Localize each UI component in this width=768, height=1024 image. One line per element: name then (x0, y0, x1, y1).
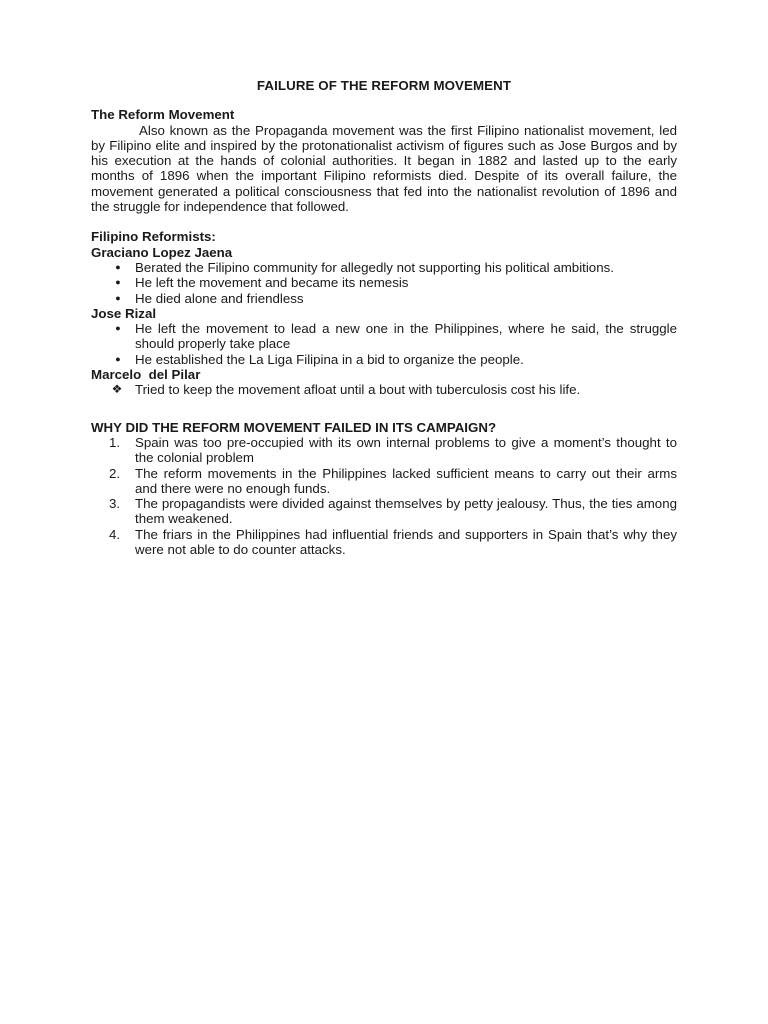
page-title: FAILURE OF THE REFORM MOVEMENT (256, 78, 512, 93)
reformist-name-jaena: Graciano Lopez Jaena (91, 244, 233, 260)
list-number: 4. (109, 526, 121, 542)
reasons-list (91, 435, 677, 557)
jaena-points-list (91, 260, 677, 306)
list-item-text: Spain was too pre-occupied with its own internal problems to give a moment’s thought to the colonial problem (135, 434, 677, 466)
bullet-icon: ● (115, 277, 121, 288)
list-item (91, 321, 677, 352)
list-number: 3. (109, 496, 121, 512)
spacer (91, 398, 677, 420)
section-heading-reformists: Filipino Reformists: (91, 229, 216, 245)
bullet-icon: ● (115, 261, 121, 272)
section-heading-why-failed: WHY DID THE REFORM MOVEMENT FAILED IN ITS CAMPAIGN? (91, 419, 497, 435)
diamond-bullet-icon: ❖ (111, 382, 123, 397)
reform-movement-paragraph: Also known as the Propaganda movement was the first Filipino nationalist movement, led by Filipino elite and inspired by the protonationalist activism of figures such as Jose Burgos and by his execution at the hands of colonial authorities. It began in 1882 and lasted up to the early months of 1896 when the important Filipino reformists died. Despite of its overall failure, the movement generated a political consciousness that fed into the nationalist revolution of 1896 and the struggle for independence that followed. (91, 122, 677, 215)
bullet-icon: ● (115, 353, 121, 364)
reformist-name-rizal: Jose Rizal (91, 305, 157, 321)
rizal-points-list (91, 321, 677, 367)
list-item-text: He died alone and friendless (135, 290, 304, 306)
reformist-name-del-pilar: Marcelo del Pilar (91, 367, 201, 383)
list-item (91, 275, 677, 290)
list-item (91, 496, 677, 527)
list-item (91, 260, 677, 275)
spacer (91, 214, 677, 229)
list-item-text: Tried to keep the movement afloat until a bout with tuberculosis cost his life. (135, 382, 581, 398)
section-heading-reform-movement: The Reform Movement (91, 107, 235, 123)
del-pilar-points-list (91, 382, 677, 397)
list-item-text: The propagandists were divided against themselves by petty jealousy. Thus, the ties among them weakened. (135, 496, 677, 527)
list-number: 2. (109, 465, 121, 481)
list-item (91, 435, 677, 466)
list-item-text: He left the movement to lead a new one in the Philippines, where he said, the struggle should properly take place (135, 321, 677, 352)
list-item-text: He left the movement and became its nemesis (135, 275, 409, 291)
bullet-icon: ● (115, 292, 121, 303)
list-item (91, 352, 677, 367)
list-item-text: He established the La Liga Filipina in a bid to organize the people. (135, 351, 524, 367)
list-item-text: The reform movements in the Philippines lacked sufficient means to carry out their arms and there were no enough funds. (135, 465, 677, 496)
list-item-text: The friars in the Philippines had influential friends and supporters in Spain that’s why they were not able to do counter attacks. (135, 526, 677, 558)
list-number: 1. (109, 434, 121, 450)
list-item (91, 382, 677, 397)
list-item (91, 466, 677, 497)
document-page (91, 78, 677, 557)
list-item (91, 527, 677, 558)
list-item (91, 291, 677, 306)
list-item-text: Berated the Filipino community for allegedly not supporting his political ambitions. (135, 259, 614, 275)
bullet-icon: ● (115, 323, 121, 334)
